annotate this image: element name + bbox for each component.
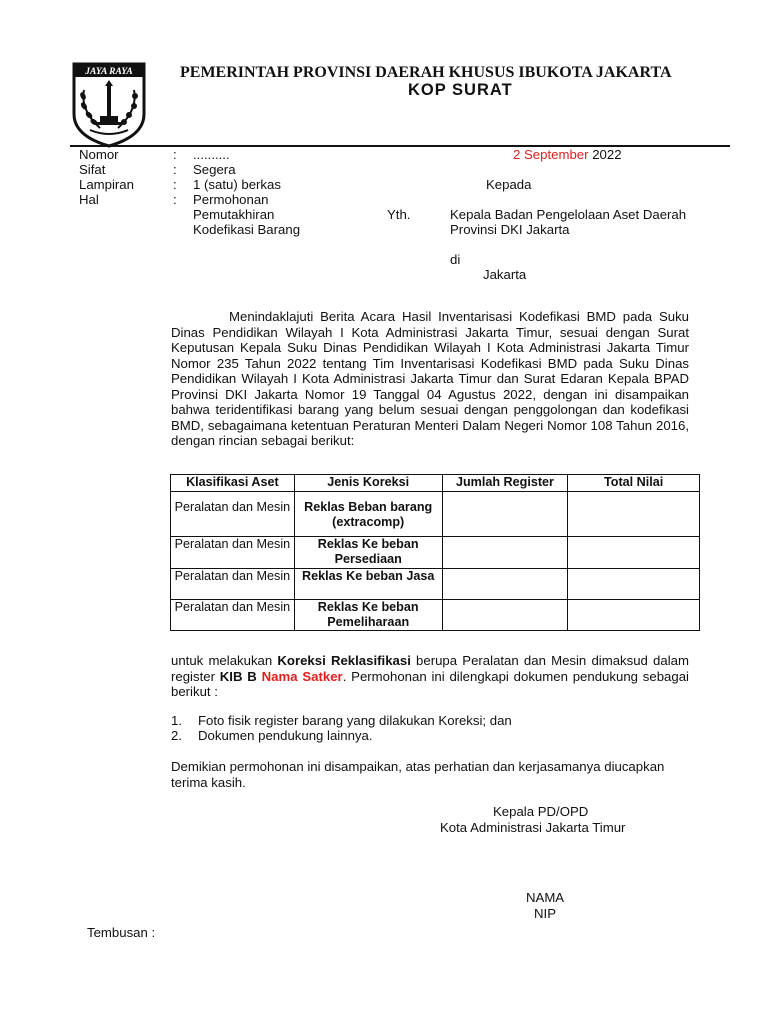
header-divider bbox=[70, 145, 730, 147]
list-item: Foto fisik register barang yang dilakukan Koreksi; dan bbox=[198, 713, 512, 728]
meta-value-sifat: Segera bbox=[193, 162, 236, 177]
meta-value-hal: Permohonan bbox=[193, 192, 269, 207]
table-cell: Reklas Ke beban Pemeliharaan bbox=[294, 599, 442, 631]
table-header-row bbox=[171, 475, 700, 492]
meta-sep: : bbox=[173, 162, 177, 177]
recipient-city: Jakarta bbox=[483, 267, 527, 282]
table-cell bbox=[568, 537, 700, 569]
table-cell: Reklas Ke beban Jasa bbox=[294, 568, 442, 599]
request-correction-type: Koreksi Reklasifikasi bbox=[277, 653, 411, 668]
signatory-name: NAMA bbox=[526, 890, 565, 905]
meta-sep: : bbox=[173, 147, 177, 162]
closing-paragraph: Demikian permohonan ini disampaikan, atas perhatian dan kerjasamanya diucapkan terima kasih. bbox=[171, 759, 665, 790]
government-name: PEMERINTAH PROVINSI DAERAH KHUSUS IBUKOTA JAKARTA bbox=[180, 64, 672, 81]
recipient-line-1: Kepala Badan Pengelolaan Aset Daerah bbox=[450, 207, 687, 222]
table-header-cell: Klasifikasi Aset bbox=[171, 475, 295, 492]
request-text-c: . Permohonan ini dilengkapi dokumen pendukung sebagai berikut : bbox=[171, 668, 689, 699]
meta-value-nomor: .......... bbox=[193, 147, 230, 162]
request-text-b: berupa Peralatan dan Mesin dimaksud dalam register bbox=[171, 653, 689, 684]
request-text-a: untuk melakukan bbox=[171, 653, 278, 668]
table-cell bbox=[568, 568, 700, 599]
table-cell: Peralatan dan Mesin bbox=[171, 537, 295, 569]
meta-sep: : bbox=[173, 177, 177, 192]
recipient-yth: Yth. bbox=[387, 207, 411, 222]
intro-paragraph: Menindaklajuti Berita Acara Hasil Inventarisasi Kodefikasi BMD pada Suku Dinas Pendidikan Wilayah I Kota Administrasi Jakarta Timur, sesuai dengan Surat Keputusan Kepala Suku Dinas Pendidikan Wilayah I Kota Administrasi Jakarta Timur Nomor 235 Tahun 2022 tentang Tim Inventarisasi Kodefikasi BMD pada Suku Dinas Pendidikan Wilayah I Kota Administrasi Jakarta Timur dan Surat Edaran Kepala BPAD Provinsi DKI Jakarta Nomor 19 Tanggal 04 Agustus 2022, dengan ini disampaikan bahwa teridentifikasi barang yang belum sesuai dengan penggolongan dan kodefikasi BMD, sebagaimana ketentuan Peraturan Menteri Dalam Negeri Nomor 108 Tahun 2016, dengan rincian sebagai berikut: bbox=[171, 309, 689, 448]
recipient-kepada: Kepada bbox=[486, 177, 532, 192]
meta-label-nomor: Nomor bbox=[79, 147, 119, 162]
table-cell: Peralatan dan Mesin bbox=[171, 492, 295, 537]
meta-sep: : bbox=[173, 192, 177, 207]
table-cell bbox=[568, 492, 700, 537]
table-row bbox=[171, 492, 700, 537]
table-cell bbox=[442, 537, 568, 569]
request-kib: KIB B bbox=[219, 668, 257, 684]
jakarta-emblem-logo bbox=[70, 62, 148, 148]
correction-table bbox=[170, 474, 700, 631]
list-item-number: 2. bbox=[171, 728, 182, 743]
letterhead-title: KOP SURAT bbox=[408, 81, 513, 99]
signatory-nip: NIP bbox=[534, 906, 556, 921]
request-paragraph bbox=[171, 653, 689, 700]
table-cell bbox=[442, 568, 568, 599]
table-row bbox=[171, 537, 700, 569]
table-cell: Peralatan dan Mesin bbox=[171, 568, 295, 599]
letter-date bbox=[513, 147, 622, 162]
table-cell bbox=[442, 492, 568, 537]
meta-label-lampiran: Lampiran bbox=[79, 177, 134, 192]
signatory-title: Kepala PD/OPD bbox=[493, 804, 589, 819]
table-cell: Peralatan dan Mesin bbox=[171, 599, 295, 631]
meta-value-hal-line3: Kodefikasi Barang bbox=[193, 222, 301, 237]
request-satker: Nama Satker bbox=[261, 668, 343, 684]
recipient-line-2: Provinsi DKI Jakarta bbox=[450, 222, 570, 237]
date-year: 2022 bbox=[592, 147, 622, 162]
recipient-di: di bbox=[450, 252, 461, 267]
meta-label-hal: Hal bbox=[79, 192, 99, 207]
date-day-month: 2 September bbox=[513, 147, 589, 162]
table-cell bbox=[568, 599, 700, 631]
meta-value-hal-line2: Pemutakhiran bbox=[193, 207, 275, 222]
table-cell: Reklas Beban barang (extracomp) bbox=[294, 492, 442, 537]
logo-text: JAYA RAYA bbox=[85, 67, 133, 77]
signatory-unit: Kota Administrasi Jakarta Timur bbox=[440, 820, 626, 835]
meta-value-lampiran: 1 (satu) berkas bbox=[193, 177, 281, 192]
table-cell: Reklas Ke beban Persediaan bbox=[294, 537, 442, 569]
meta-label-sifat: Sifat bbox=[79, 162, 106, 177]
table-header-cell: Jenis Koreksi bbox=[294, 475, 442, 492]
tembusan-label: Tembusan : bbox=[87, 925, 156, 940]
table-header-cell: Total Nilai bbox=[568, 475, 700, 492]
table-header-cell: Jumlah Register bbox=[442, 475, 568, 492]
list-item: Dokumen pendukung lainnya. bbox=[198, 728, 373, 743]
table-cell bbox=[442, 599, 568, 631]
list-item-number: 1. bbox=[171, 713, 182, 728]
table-row bbox=[171, 599, 700, 631]
table-row bbox=[171, 568, 700, 599]
